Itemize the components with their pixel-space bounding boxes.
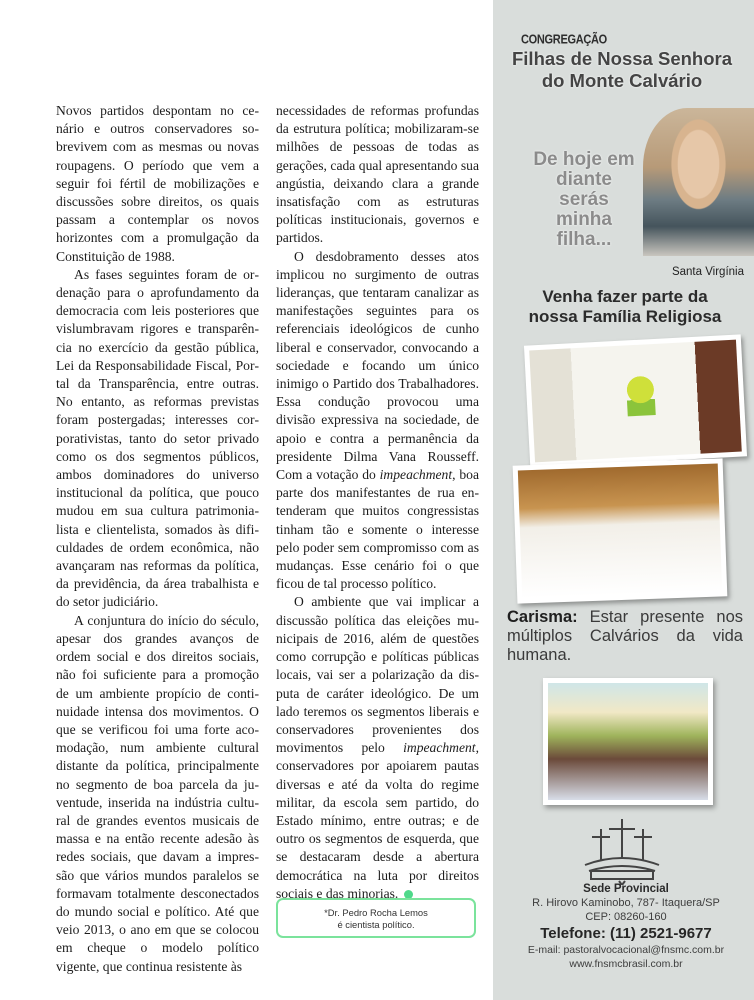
- author-name: *Dr. Pedro Rocha Lemos: [324, 907, 428, 918]
- text-run: , conservadores por apoiarem pautas diversas e até da volta do regime militar, da escola sem partido, do Estado mínimo, entre outras; e de outro os segmentos de esquerda, que se destacaram desde a abertura democrática na luta por direitos sociais e das minorias.: [276, 740, 479, 901]
- article-column-middle: [276, 102, 479, 903]
- three-crosses-emblem-icon: [579, 815, 665, 885]
- community-photo: [543, 678, 713, 805]
- article-paragraph: [276, 593, 479, 902]
- text-run: O ambiente que vai implicar a discussão política das eleições municipais de 2016, além de questões como corrupção e políticas públicas locais, vai ser a polarização da disputa de caráter ideológico. De um lado teremos os segmentos liberais e conservadores provenientes dos movimentos pelo: [276, 594, 479, 756]
- group-photo-2: [513, 458, 728, 603]
- italic-term: impeachment: [379, 467, 453, 483]
- article-column-left: [56, 102, 259, 976]
- article-paragraph: A conjuntura do início do século, apesar dos grandes avanços de ordem social e dos direitos sociais, não foi suficiente para a promoção de um ambiente propício de continuidade intensa dos movimentos. O que se verificou foi uma forte acomodação, num ambiente cultural distante da política, principalmente no segmento de boa parcela da juventude, inserida na indústria cultural de grandes eventos musicais de massa e na então recente adesão às redes sociais, que davam a impressão que vários mundos paralelos se formavam totalmente desconectados do mundo social e político. Até que veio 2013, o ano em que se colocou em cheque o modelo político vigente, que continua resistente às: [56, 612, 259, 974]
- ad-tagline-line: nossa Família Religiosa: [528, 307, 722, 326]
- ad-quote: De hoje em diante serás minha filha...: [533, 149, 635, 250]
- group-photo-1: [524, 334, 747, 467]
- article-paragraph: As fases seguintes foram de ordenação para o aprofundamento da democracia com leis posteriores que vislumbravam rigores e transparência no exercício da gestão pública, Lei da Responsabilidade Fiscal, Portal da Transparência, entre outras. No entanto, as reformas previstas foram postergadas; interesses corporativistas, tanto do setor privado como os dos segmentos públicos, ambos dominadores do universo institucional da política, que pouco mudou em sua cultura patrimonialista e clientelista, somados às dificuldades de ordem econômica, não avançaram nas reformas da política, da previdência, da área trabalhista e do setor judiciário.: [56, 266, 259, 610]
- advertisement-sidebar: [493, 0, 754, 1000]
- carisma-statement: [507, 608, 743, 665]
- italic-term: impeachment: [403, 740, 476, 756]
- contact-phone: Telefone: (11) 2521-9677: [540, 925, 712, 942]
- ad-kicker: CONGREGAÇÃO: [521, 32, 607, 48]
- contact-email-link[interactable]: E-mail: pastoralvocacional@fnsmc.com.br: [527, 944, 725, 956]
- contact-cep: CEP: 08260-160: [585, 911, 667, 923]
- article-paragraph: [276, 248, 479, 594]
- text-run: O desdobramento desses atos implicou no surgimento de outras lideranças, que tentaram canalizar as manifestações seguintes para os referenciais ideológicos de cunho liberal e conservador, convocando a sociedade e focando um único inimigo o Partido dos Trabalhadores. Essa condução provocou uma divisão expressiva na sociedade, de apoio e contra a permanência da presidente Dilma Vana Rousseff. Com a votação do: [276, 248, 479, 483]
- text-run: , boa parte dos manifestantes de rua entenderam que muitos congressistas tinham tão e somente o interesse pelo poder sem compromisso com as mudanças. Esse cenário foi o que ficou de tal processo político.: [276, 467, 479, 592]
- ad-title-line: do Monte Calvário: [541, 70, 703, 91]
- contact-heading: Sede Provincial: [583, 883, 669, 895]
- contact-website-link[interactable]: www.fnsmcbrasil.com.br: [569, 958, 683, 970]
- article-paragraph: Novos partidos despontam no cenário e outros conservadores sobrevivem com as mesmas ou novas roupagens. O período que vem a seguir foi fértil de mobilizações e discussões sobre direitos, os quais passam a contemplar os novos horizontes com a promulgação da Constituição de 1988.: [56, 103, 259, 264]
- ad-tagline: [503, 287, 747, 327]
- saint-portrait-image: [643, 108, 754, 256]
- article-paragraph: necessidades de reformas profundas da estrutura política; mobilizaram-se milhões de pessoas de todas as gerações, cada qual apresentando sua angústia, deixando clara a grande insatisfação com as estruturas políticas institucionais, governos e partidos.: [276, 103, 479, 246]
- saint-caption: Santa Virgínia: [671, 266, 744, 278]
- carisma-text: Estar presente nos múltiplos Calvários da vida humana.: [507, 608, 743, 664]
- author-note-box: [276, 898, 476, 938]
- ad-title: [507, 48, 737, 92]
- ad-title-line: Filhas de Nossa Senhora: [511, 48, 732, 69]
- carisma-label: Carisma:: [507, 608, 578, 626]
- author-description: é cientista político.: [337, 919, 415, 930]
- ad-tagline-line: Venha fazer parte da: [542, 287, 708, 306]
- contact-address: R. Hirovo Kaminobo, 787- Itaquera/SP: [532, 897, 720, 909]
